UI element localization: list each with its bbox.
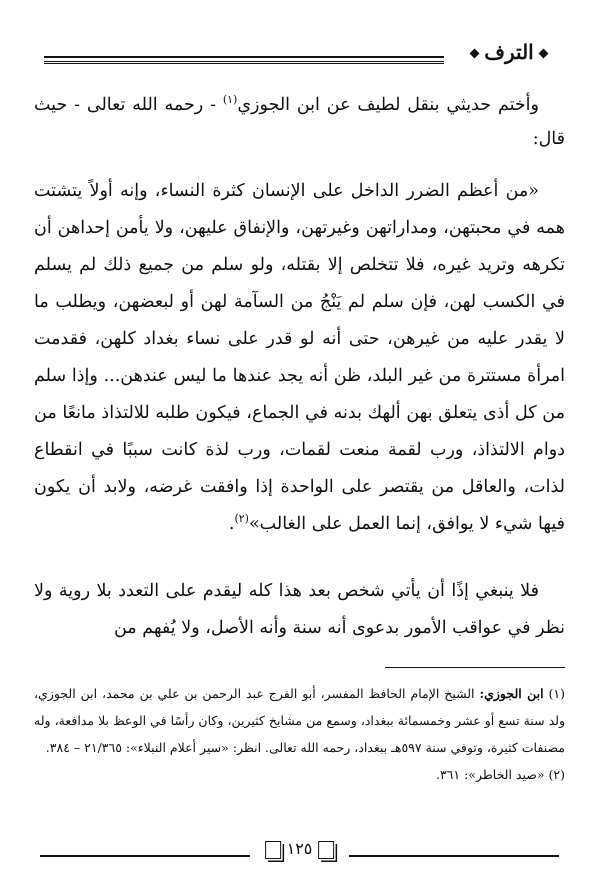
quotation-text: «من أعظم الضرر الداخل على الإنسان كثرة النساء، وإنه أولاً يتشتت همه في محبتهن، ومداراتهن وغيرتهن، والإنفاق عليهن، ولا يأمن إحداهن أن تكرهه وتريد غيره، فلا تتخلص إلا بقتله، ولو سلم من جميع ذلك لم يسلم في الكسب لهن، فإن سلم لم يَنْجُ من السآمة لهن أو لبعضهن، ويطلب ما لا يقدر عليه من غيرهن، حتى أنه لو قدر على نساء بغداد كلهن، فقدمت امرأة مستترة من غير البلد، ظن أنه يجد عندها ما ليس عندهن... وإذا سلم من كل أذى يتعلق بهن ألهك بدنه في الجماع، فيكون طلبه للالتذاذ مانعًا من دوام الالتذاذ، ورب لقمة منعت لقمات، ورب لذة كانت سببًا في انقطاع لذات، والعاقل من يقتصر على الواحدة إذا وافقت غرضه، ولابد أن يكون فيها شيء لا يوافق، إنما العمل على الغالب»	[34, 181, 565, 534]
footnote-ref-1[interactable]: (١)	[222, 93, 238, 107]
running-header	[44, 40, 569, 78]
footnotes	[34, 680, 565, 788]
footnote-2	[34, 761, 565, 788]
page-number: ١٢٥	[286, 839, 313, 858]
page-number-box	[259, 839, 341, 859]
header-title-block	[449, 40, 569, 64]
header-ornamental-rule	[44, 56, 444, 62]
footnote-1-number: (١)	[548, 686, 565, 701]
footnote-separator	[385, 667, 565, 668]
intro-text: وأختم حديثي بنقل لطيف عن ابن الجوزي	[237, 95, 539, 115]
closing-paragraph	[34, 573, 565, 647]
book-ornament-icon	[265, 841, 281, 859]
diamond-ornament-icon	[538, 49, 548, 59]
diamond-ornament-icon	[470, 49, 480, 59]
footer-rule-right	[349, 855, 559, 857]
footer-rule-left	[40, 855, 250, 857]
intro-paragraph	[34, 88, 565, 156]
footnote-1	[34, 680, 565, 761]
footnote-1-name: ابن الجوزي:	[479, 686, 544, 701]
quotation-paragraph	[34, 173, 565, 543]
header-title: الترف	[484, 40, 534, 64]
footnote-2-number: (٢)	[548, 767, 565, 782]
footnote-1-text: الشيخ الإمام الحافظ المفسر، أبو الفرج عبد الرحمن بن علي بن محمد، ابن الجوزي، ولد سنة تسع أو عشر وخمسمائة ببغداد، وسمع من مشايخ كثيرين، وكان رأسًا في الوعظ بلا مدافعة، وله مصنفات كثيرة، وتوفي سنة ٥٩٧هـ ببغداد، رحمه الله تعالى. انظر: «سير أعلام النبلاء»: ٢١/٣٦٥ – ٣٨٤.	[34, 686, 565, 755]
page-footer	[40, 835, 559, 865]
quotation-end: .	[228, 514, 235, 534]
closing-text: فلا ينبغي إذًا أن يأتي شخص بعد هذا كله ليقدم على التعدد بلا روية ولا نظر في عواقب الأمور بدعوى أنه سنة وأنه الأصل، ولا يُفهم من	[34, 581, 565, 638]
footnote-2-text: «صيد الخاطر»: ٣٦١.	[435, 767, 549, 782]
footnote-ref-2[interactable]: (٢)	[234, 512, 249, 526]
intro-text-continued: - رحمه الله تعالى - حيث قال:	[34, 95, 565, 149]
book-ornament-icon	[318, 841, 334, 859]
